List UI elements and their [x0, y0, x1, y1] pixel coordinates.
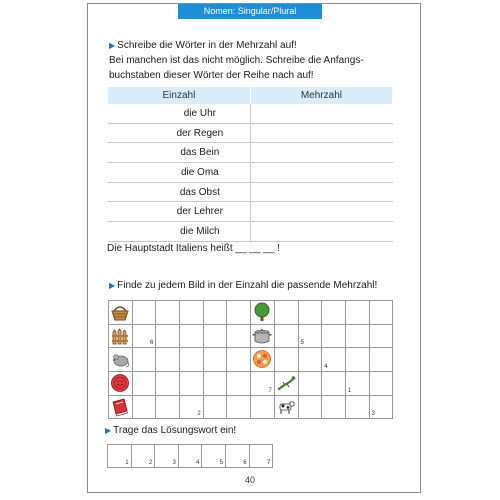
solution-box[interactable]: 1: [108, 445, 132, 468]
grid-cell[interactable]: [156, 325, 180, 349]
plural-answer-field[interactable]: [250, 163, 392, 183]
grid-cell[interactable]: [227, 348, 251, 372]
table-row: [108, 123, 393, 143]
grid-cell[interactable]: [370, 325, 394, 349]
grid-cell: [109, 348, 133, 372]
singular-plural-table: [108, 87, 393, 242]
column-header-plural: Mehrzahl: [250, 87, 392, 104]
grid-cell[interactable]: [180, 348, 204, 372]
grid-cell[interactable]: [299, 396, 323, 420]
table-row: [108, 182, 393, 202]
table-row: [108, 222, 393, 242]
grid-cell[interactable]: [180, 325, 204, 349]
word-grid: [108, 300, 393, 419]
plural-answer-field[interactable]: [250, 222, 392, 242]
arrow-icon: ▶: [105, 426, 112, 435]
grid-cell[interactable]: [133, 301, 157, 325]
grid-cell[interactable]: [156, 348, 180, 372]
grid-cell[interactable]: 5: [299, 325, 323, 349]
grid-cell[interactable]: 7: [251, 372, 275, 396]
book-icon: [110, 397, 130, 417]
mouse-icon: [110, 349, 130, 369]
grid-cell: [251, 348, 275, 372]
grid-cell[interactable]: 3: [370, 396, 394, 420]
grid-cell[interactable]: [204, 348, 228, 372]
grid-cell[interactable]: [370, 348, 394, 372]
grid-cell[interactable]: [156, 372, 180, 396]
grid-cell[interactable]: 2: [180, 396, 204, 420]
capital-sentence: Die Hauptstadt Italiens heißt __ __ __ !: [107, 243, 280, 254]
grid-cell[interactable]: [346, 301, 370, 325]
grid-cell[interactable]: 6: [133, 325, 157, 349]
grid-cell[interactable]: 1: [346, 372, 370, 396]
singular-word: der Lehrer: [176, 206, 223, 218]
grid-cell[interactable]: [322, 301, 346, 325]
exercise-2-instruction: ▶ Finde zu jedem Bild in der Einzahl die passende Mehrzahl!: [109, 280, 378, 291]
grid-cell[interactable]: [346, 396, 370, 420]
exercise-3-instruction: ▶ Trage das Lösungswort ein!: [105, 425, 237, 436]
grid-cell[interactable]: [227, 372, 251, 396]
plural-answer-field[interactable]: [250, 104, 392, 123]
table-row: [108, 143, 393, 163]
fence-icon: [110, 326, 130, 346]
grid-cell: [109, 372, 133, 396]
grid-cell[interactable]: [204, 301, 228, 325]
solution-box[interactable]: 4: [179, 445, 203, 468]
grid-cell[interactable]: [133, 348, 157, 372]
grid-cell[interactable]: [180, 301, 204, 325]
arrow-icon: ▶: [109, 281, 116, 290]
singular-word: der Regen: [176, 127, 224, 139]
grid-cell[interactable]: [275, 301, 299, 325]
grid-cell[interactable]: [251, 396, 275, 420]
tree-icon: [252, 302, 272, 322]
grid-cell[interactable]: [299, 372, 323, 396]
plural-answer-field[interactable]: [250, 182, 392, 202]
solution-box[interactable]: 5: [202, 445, 226, 468]
singular-word: die Uhr: [183, 107, 216, 119]
exercise-1-instruction: ▶ Schreibe die Wörter in der Mehrzahl auf! Bei manchen ist das nicht möglich. Schreibe die Anfangs- buchstaben dieser Wörter der Reihe nach auf!: [109, 40, 364, 81]
chapter-title: Nomen: Singular/Plural: [178, 4, 322, 19]
singular-word: die Oma: [180, 166, 219, 178]
solution-box[interactable]: 7: [250, 445, 274, 468]
plural-answer-field[interactable]: [250, 143, 392, 163]
solution-box[interactable]: 6: [226, 445, 250, 468]
grid-cell[interactable]: [299, 348, 323, 372]
plural-answer-field[interactable]: [250, 202, 392, 222]
grid-cell: [251, 325, 275, 349]
cow-icon: [276, 397, 296, 417]
grid-cell: [109, 396, 133, 420]
grid-cell: [109, 325, 133, 349]
grid-cell[interactable]: 4: [322, 348, 346, 372]
grid-cell[interactable]: [133, 372, 157, 396]
grid-cell[interactable]: [156, 301, 180, 325]
singular-word: das Obst: [179, 186, 220, 198]
table-row: [108, 163, 393, 183]
solution-word-boxes: [107, 444, 273, 468]
grid-cell[interactable]: [204, 372, 228, 396]
grid-cell: [251, 301, 275, 325]
grid-cell[interactable]: [180, 372, 204, 396]
grid-cell[interactable]: [204, 396, 228, 420]
page-number: 40: [244, 475, 255, 485]
grid-cell[interactable]: [370, 372, 394, 396]
button-icon: [110, 373, 130, 393]
grid-cell[interactable]: [346, 348, 370, 372]
solution-box[interactable]: 3: [155, 445, 179, 468]
grid-cell: [275, 372, 299, 396]
grid-cell: [275, 396, 299, 420]
grid-cell[interactable]: [227, 301, 251, 325]
grid-cell[interactable]: [275, 348, 299, 372]
ball-icon: [252, 349, 272, 369]
grid-cell[interactable]: [322, 325, 346, 349]
grid-cell[interactable]: [346, 325, 370, 349]
grid-cell[interactable]: [275, 325, 299, 349]
basket-icon: [110, 302, 130, 322]
table-row: [108, 104, 393, 123]
grid-cell[interactable]: [156, 396, 180, 420]
solution-box[interactable]: 2: [132, 445, 156, 468]
grid-cell[interactable]: [227, 396, 251, 420]
arrow-icon: ▶: [109, 41, 116, 50]
grid-cell[interactable]: [370, 301, 394, 325]
pot-icon: [252, 326, 272, 346]
grid-cell[interactable]: [299, 301, 323, 325]
grid-cell[interactable]: [322, 372, 346, 396]
singular-word: das Bein: [180, 147, 220, 159]
table-row: [108, 202, 393, 222]
column-header-singular: Einzahl: [108, 87, 250, 104]
grid-cell[interactable]: [133, 396, 157, 420]
singular-word: die Milch: [180, 225, 220, 237]
grid-cell: [109, 301, 133, 325]
grid-cell[interactable]: [227, 325, 251, 349]
plural-answer-field[interactable]: [250, 123, 392, 143]
grid-cell[interactable]: [322, 396, 346, 420]
lizard-icon: [276, 373, 296, 393]
grid-cell[interactable]: [204, 325, 228, 349]
